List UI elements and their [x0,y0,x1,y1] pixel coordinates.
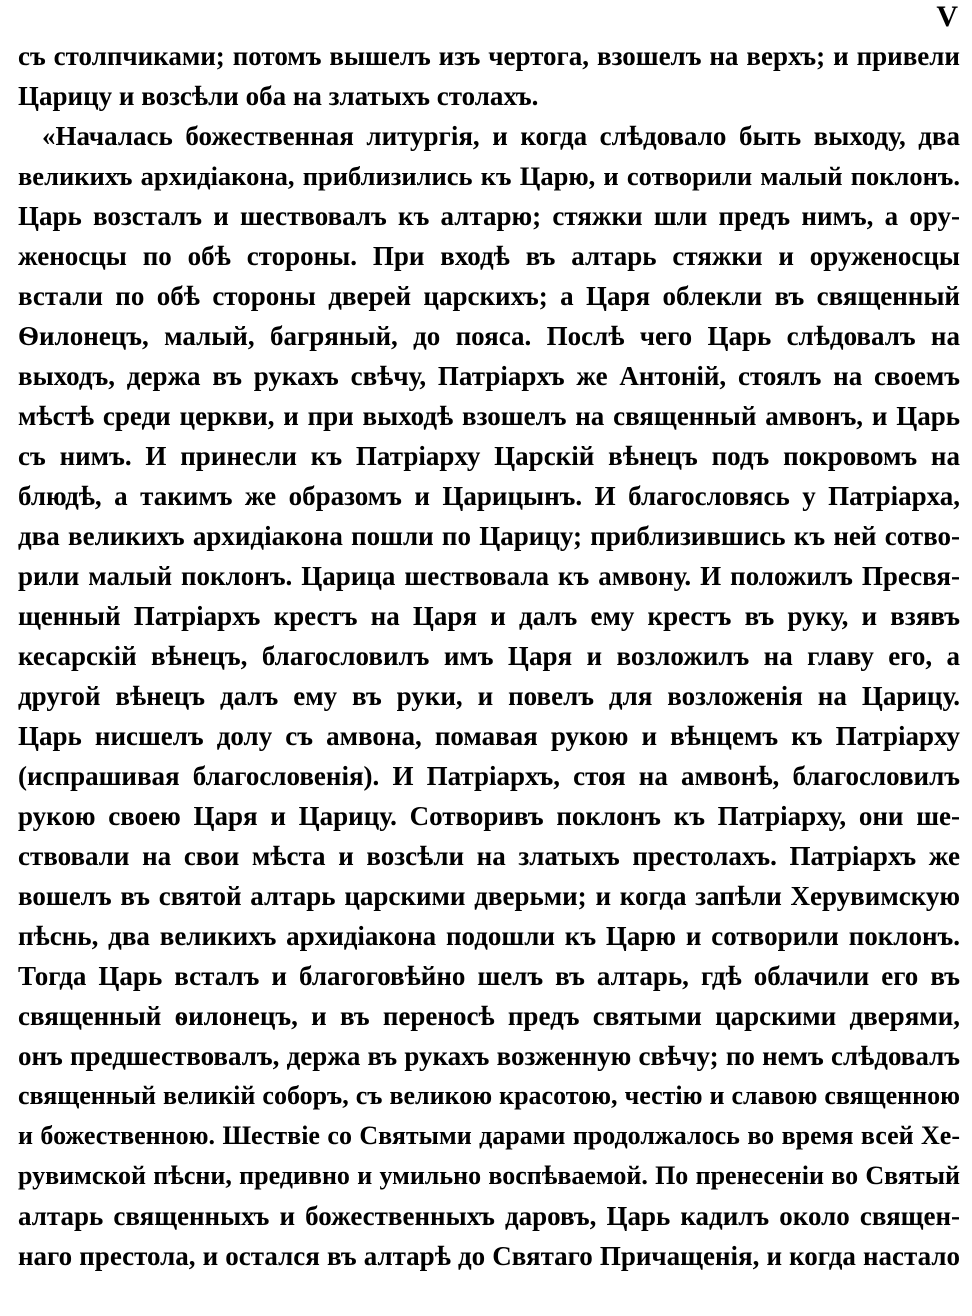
text-line: съ столпчиками; потомъ вышелъ изъ чертога, взошелъ на верхъ; и привели [18,41,960,71]
text-line: пѣснь, два великихъ архидіакона подошли къ Царю и сотворили поклонъ. [18,921,960,951]
text-line: встали по обѣ стороны дверей царскихъ; а Царя облекли въ священный [18,281,960,311]
text-line: великихъ архидіакона, приблизились къ Царю, и сотворили малый поклонъ. [18,161,960,191]
text-line: (испрашивая благословенія). И Патріархъ, стоя на амвонѣ, благословилъ [18,761,960,791]
text-line: Тогда Царь всталъ и благоговѣйно шелъ въ алтарь, гдѣ облачили его въ [18,961,960,991]
text-line: наго престола, и остался въ алтарѣ до Святаго Причащенія, и когда настало [18,1241,960,1271]
text-line: рукою своею Царя и Царицу. Сотворивъ поклонъ къ Патріарху, они ше- [18,801,960,831]
text-line: вошелъ въ святой алтарь царскими дверьми; и когда запѣли Херувимскую [18,881,960,911]
text-line: блюдѣ, а такимъ же образомъ и Царицынъ. И благословясь у Патріарха, [18,481,960,511]
text-line: мѣстѣ среди церкви, и при выходѣ взошелъ на священный амвонъ, и Царь [18,401,960,431]
text-line: рили малый поклонъ. Царица шествовала къ амвону. И положилъ Пресвя- [18,561,960,591]
text-line: Царицу и возсѣли оба на златыхъ столахъ. [18,81,539,111]
text-line: алтарь священныхъ и божественныхъ даровъ, Царь кадилъ около священ- [18,1201,960,1231]
text-line: священный ѳилонецъ, и въ переносѣ предъ святыми царскими дверями, [18,1001,960,1031]
text-line: выходъ, держа въ рукахъ свѣчу, Патріархъ же Антоній, стоялъ на своемъ [18,361,960,391]
text-line: съ нимъ. И принесли къ Патріарху Царскій вѣнецъ подъ покровомъ на [18,441,960,471]
text-line: «Началась божественная литургія, и когда слѣдовало быть выходу, два [42,121,960,151]
text-line: Царь возсталъ и шествовалъ къ алтарю; стяжки шли предъ нимъ, а ору- [18,201,960,231]
text-line: священный великій соборъ, съ великою красотою, честію и славою священною [18,1081,960,1110]
text-line: кесарскій вѣнецъ, благословилъ имъ Царя и возложилъ на главу его, а [18,641,960,671]
text-line: женосцы по обѣ стороны. При входѣ въ алтарь стяжки и оруженосцы [18,241,960,271]
text-line: рувимской пѣсни, предивно и умильно воспѣваемой. По пренесеніи во Святый [18,1161,960,1190]
page-number: V [936,0,958,33]
text-line: ствовали на свои мѣста и возсѣли на златыхъ престолахъ. Патріархъ же [18,841,960,871]
text-line: другой вѣнецъ далъ ему въ руки, и повелъ для возложенія на Царицу. [18,681,960,711]
text-line: щенный Патріархъ крестъ на Царя и далъ ему крестъ въ руку, и взявъ [18,601,960,631]
text-line: Царь нисшелъ долу съ амвона, помавая рукою и вѣнцемъ къ Патріарху [18,721,960,751]
text-line: и божественною. Шествіе со Святыми дарами продолжалось во время всей Хе- [18,1121,960,1150]
body-text [18,36,960,1276]
text-line: Ѳилонецъ, малый, багряный, до пояса. Послѣ чего Царь слѣдовалъ на [18,321,960,351]
text-line: два великихъ архидіакона пошли по Царицу; приблизившись къ ней сотво- [18,521,960,551]
text-line: онъ предшествовалъ, держа въ рукахъ возженную свѣчу; по немъ слѣдовалъ [18,1041,960,1071]
